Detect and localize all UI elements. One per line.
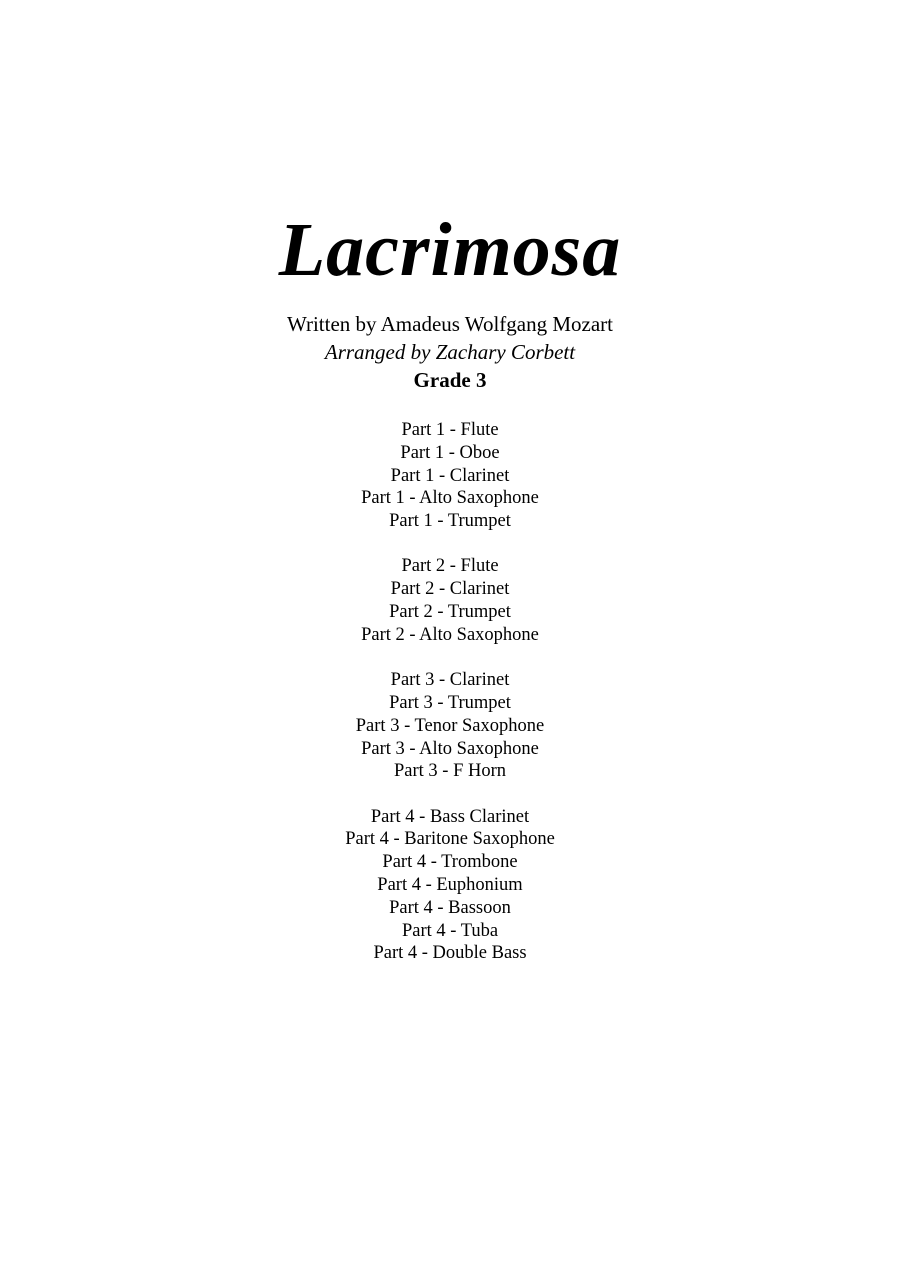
- part-item: Part 4 - Bass Clarinet: [370, 806, 530, 827]
- part-item: Part 3 - Tenor Saxophone: [355, 715, 545, 736]
- part-item: Part 1 - Clarinet: [390, 465, 510, 486]
- part-group-2: [0, 555, 900, 646]
- credits-block: [0, 310, 900, 394]
- part-group-3: [0, 669, 900, 783]
- part-item: Part 1 - Alto Saxophone: [361, 488, 539, 509]
- grade-label: Grade 3: [413, 368, 487, 392]
- part-group-1: [0, 419, 900, 533]
- part-item: Part 1 - Trumpet: [389, 511, 511, 532]
- piece-title: Lacrimosa: [278, 208, 622, 292]
- part-item: Part 2 - Alto Saxophone: [361, 624, 539, 645]
- part-item: Part 4 - Euphonium: [377, 875, 523, 896]
- part-group-4: [0, 806, 900, 966]
- part-item: Part 4 - Double Bass: [373, 943, 527, 964]
- part-item: Part 2 - Flute: [401, 556, 499, 577]
- part-item: Part 1 - Flute: [401, 420, 499, 440]
- part-item: Part 4 - Baritone Saxophone: [345, 829, 555, 850]
- part-item: Part 4 - Trombone: [382, 852, 518, 873]
- part-item: Part 3 - Alto Saxophone: [361, 738, 539, 759]
- part-item: Part 2 - Trumpet: [389, 602, 511, 623]
- part-item: Part 3 - Clarinet: [390, 670, 510, 691]
- part-item: Part 4 - Tuba: [401, 920, 499, 941]
- part-item: Part 3 - F Horn: [393, 761, 507, 782]
- composer-credit: Written by Amadeus Wolfgang Mozart: [286, 312, 613, 336]
- part-item: Part 4 - Bassoon: [389, 897, 511, 918]
- arranger-credit: Arranged by Zachary Corbett: [324, 340, 576, 364]
- part-item: Part 1 - Oboe: [400, 442, 500, 463]
- parts-list: [0, 419, 900, 988]
- part-item: Part 3 - Trumpet: [389, 692, 511, 713]
- part-item: Part 2 - Clarinet: [390, 579, 510, 600]
